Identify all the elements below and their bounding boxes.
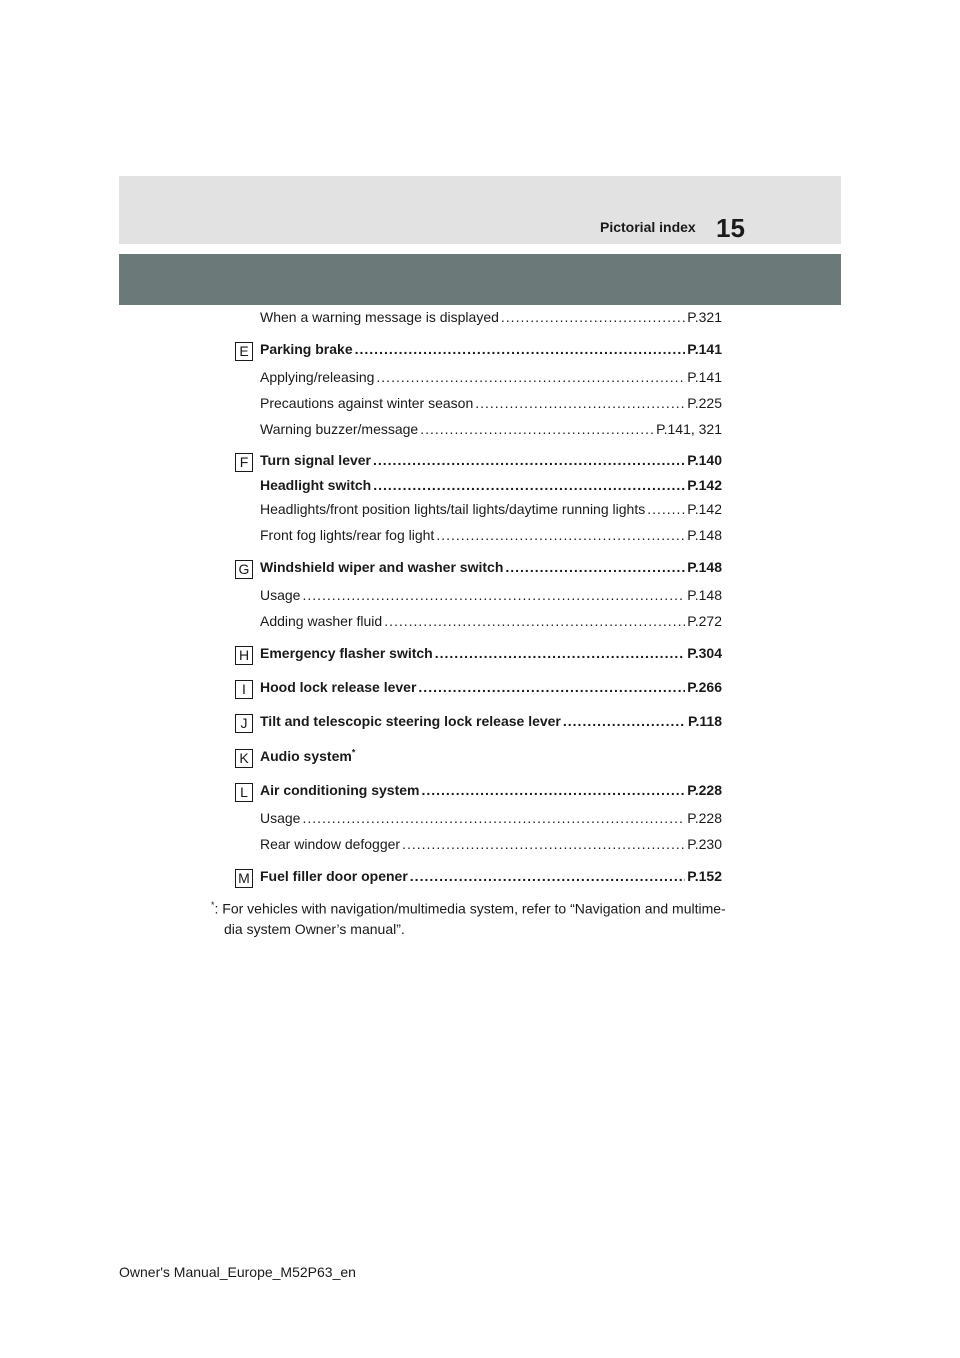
index-entry[interactable] xyxy=(260,477,722,497)
index-entry[interactable] xyxy=(260,679,722,699)
index-entry[interactable] xyxy=(260,836,722,856)
index-entry[interactable] xyxy=(260,309,722,329)
section-letter-box: M xyxy=(235,869,253,888)
entry-label xyxy=(260,679,416,695)
page-reference[interactable]: P.141 xyxy=(687,369,722,385)
page-reference[interactable]: P.304 xyxy=(687,645,722,661)
entry-label xyxy=(260,477,371,493)
index-entry[interactable] xyxy=(260,452,722,472)
entry-label xyxy=(260,527,434,543)
index-entry[interactable] xyxy=(260,782,722,802)
dot-leader xyxy=(505,559,685,575)
index-entry[interactable] xyxy=(260,421,722,441)
dot-leader xyxy=(563,713,686,729)
entry-label-text: Emergency flasher switch xyxy=(260,645,433,661)
entry-label xyxy=(260,810,300,826)
page-reference[interactable]: P.152 xyxy=(687,868,722,884)
page-reference[interactable]: P.142 xyxy=(687,501,722,517)
index-entry[interactable] xyxy=(260,527,722,547)
index-entry[interactable] xyxy=(260,587,722,607)
entry-label xyxy=(260,748,355,764)
entry-label xyxy=(260,559,503,575)
entry-label xyxy=(260,369,374,385)
entry-label-text: Parking brake xyxy=(260,341,353,357)
dot-leader xyxy=(418,679,685,695)
dot-leader xyxy=(384,613,685,629)
dot-leader xyxy=(647,501,685,517)
footnote-ref-marker: * xyxy=(351,747,356,758)
dot-leader xyxy=(435,645,685,661)
entry-label-text: Tilt and telescopic steering lock release lever xyxy=(260,713,561,729)
index-entry[interactable] xyxy=(260,868,722,888)
index-entry[interactable] xyxy=(260,645,722,665)
dot-leader xyxy=(475,395,685,411)
entry-label xyxy=(260,341,353,357)
entry-label xyxy=(260,836,400,852)
page-reference[interactable]: P.118 xyxy=(687,713,722,729)
entry-label-text: Hood lock release lever xyxy=(260,679,417,695)
entry-label xyxy=(260,309,499,325)
page-reference[interactable]: P.228 xyxy=(687,782,722,798)
footnote-marker: * xyxy=(211,900,215,910)
footnote-line-2: dia system Owner’s manual”. xyxy=(224,920,405,937)
entry-label-text: Fuel filler door opener xyxy=(260,868,408,884)
manual-footer: Owner's Manual_Europe_M52P63_en xyxy=(119,1264,356,1280)
section-letter-box: H xyxy=(235,646,253,665)
index-entry[interactable] xyxy=(260,395,722,415)
page-reference[interactable]: P.230 xyxy=(687,836,722,852)
entry-label xyxy=(260,395,473,411)
dot-leader xyxy=(410,868,685,884)
entry-label-text: Turn signal lever xyxy=(260,452,371,468)
dot-leader xyxy=(373,452,685,468)
section-letter-box: L xyxy=(235,783,253,802)
index-entry[interactable] xyxy=(260,559,722,579)
page-reference[interactable]: P.321 xyxy=(687,309,722,325)
entry-label-text: When a warning message is displayed xyxy=(260,309,499,325)
index-entry[interactable] xyxy=(260,341,722,361)
entry-label-text: Warning buzzer/message xyxy=(260,421,419,437)
section-letter-box: I xyxy=(235,680,253,699)
section-letter-box: F xyxy=(235,453,253,472)
entry-label-text: Audio system xyxy=(260,748,352,764)
entry-label-text: Windshield wiper and washer switch xyxy=(260,559,504,575)
page-reference[interactable]: P.266 xyxy=(687,679,722,695)
entry-label-text: Precautions against winter season xyxy=(260,395,474,411)
entry-label-text: Rear window defogger xyxy=(260,836,401,852)
dot-leader xyxy=(501,309,685,325)
page-reference[interactable]: P.228 xyxy=(687,810,722,826)
page-reference[interactable]: P.148 xyxy=(687,527,722,543)
index-entry[interactable] xyxy=(260,369,722,389)
dot-leader xyxy=(376,369,685,385)
entry-label-text: Usage xyxy=(260,810,301,826)
page-reference[interactable]: P.148 xyxy=(687,559,722,575)
entry-label-text: Applying/releasing xyxy=(260,369,375,385)
dot-leader xyxy=(420,421,654,437)
dot-leader xyxy=(402,836,685,852)
entry-label-text: Headlight switch xyxy=(260,477,372,493)
index-entry[interactable] xyxy=(260,501,722,521)
dot-leader xyxy=(421,782,685,798)
entry-label xyxy=(260,501,645,517)
entry-label-text: Front fog lights/rear fog light xyxy=(260,527,435,543)
section-letter-box: G xyxy=(235,560,253,579)
entry-label xyxy=(260,421,418,437)
page-reference[interactable]: P.272 xyxy=(687,613,722,629)
footnote xyxy=(211,895,751,939)
dot-leader xyxy=(302,587,685,603)
dot-leader xyxy=(302,810,685,826)
page-reference[interactable]: P.141 xyxy=(687,341,722,357)
index-entry[interactable] xyxy=(260,810,722,830)
dot-leader xyxy=(373,477,685,493)
footnote-line-1: : For vehicles with navigation/multimedia system, refer to “Navigation and multime- xyxy=(214,900,726,917)
entry-label xyxy=(260,782,419,798)
entry-label xyxy=(260,713,561,729)
index-entry[interactable] xyxy=(260,613,722,633)
entry-label xyxy=(260,868,408,884)
entry-label xyxy=(260,613,382,629)
section-title: Pictorial index xyxy=(600,219,696,235)
entry-label-text: Headlights/front position lights/tail lights/daytime running lights xyxy=(260,501,646,517)
section-letter-box: J xyxy=(235,714,253,733)
page-reference[interactable]: P.142 xyxy=(687,477,722,493)
page-reference[interactable]: P.148 xyxy=(687,587,722,603)
section-letter-box: E xyxy=(235,342,253,361)
page-number: 15 xyxy=(716,213,745,243)
index-entry[interactable] xyxy=(260,748,722,768)
index-entry[interactable] xyxy=(260,713,722,733)
dot-leader xyxy=(355,341,686,357)
entry-label-text: Air conditioning system xyxy=(260,782,420,798)
page-reference[interactable]: P.141, 321 xyxy=(656,421,722,437)
entry-label xyxy=(260,645,433,661)
dot-leader xyxy=(436,527,685,543)
entry-label xyxy=(260,452,371,468)
entry-label-text: Usage xyxy=(260,587,301,603)
section-letter-box: K xyxy=(235,749,253,768)
page-reference[interactable]: P.225 xyxy=(687,395,722,411)
page-reference[interactable]: P.140 xyxy=(687,452,722,468)
entry-label xyxy=(260,587,300,603)
entry-label-text: Adding washer fluid xyxy=(260,613,383,629)
